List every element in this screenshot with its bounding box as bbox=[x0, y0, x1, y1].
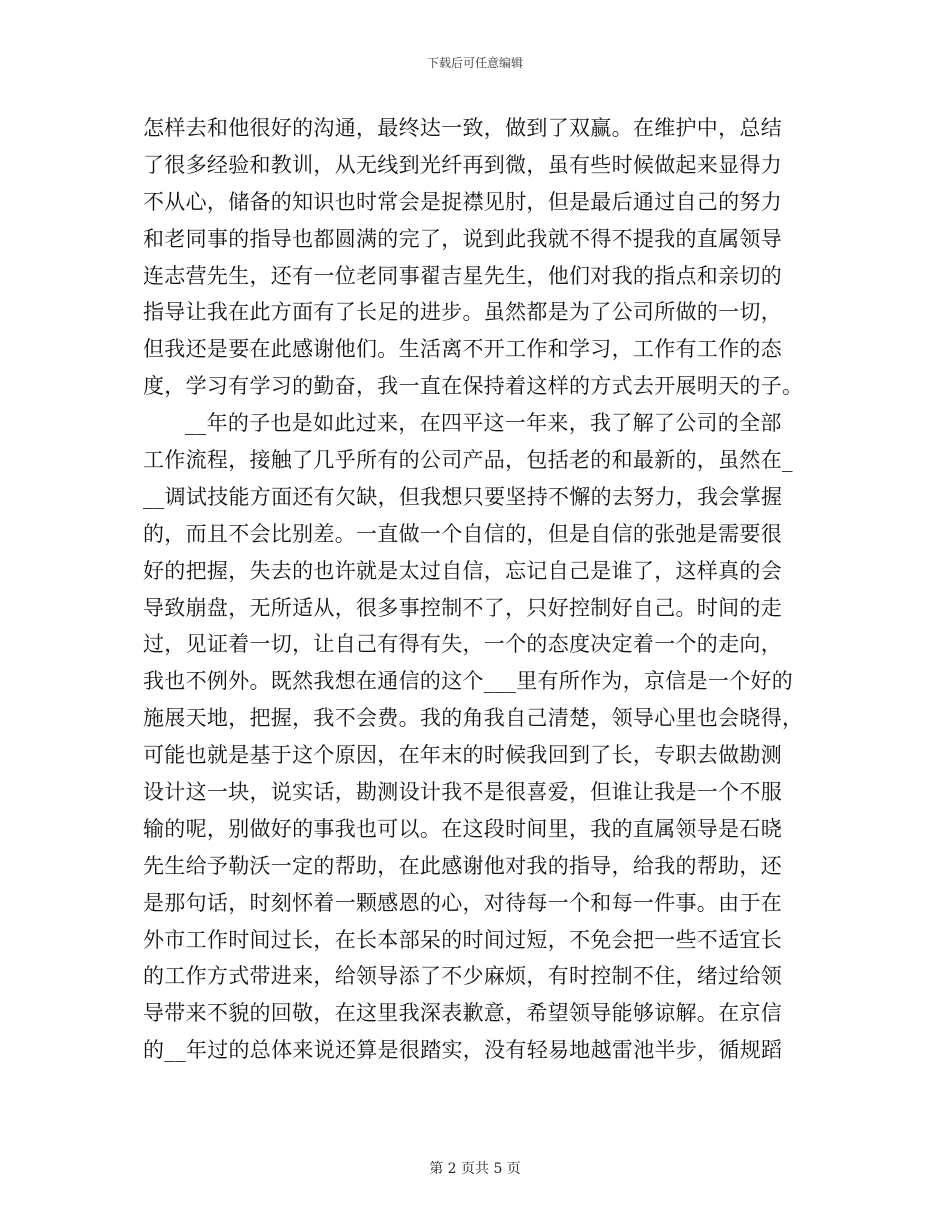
page-header: 下载后可任意编辑 bbox=[426, 56, 523, 70]
body-line-17: 施展天地，把握，我不会费。我的角我自己清楚，领导心里也会晓得， bbox=[143, 706, 804, 731]
body-line-14: 导致崩盘，无所适从，很多事控制不了，只好控制好自己。时间的走 bbox=[143, 595, 782, 620]
body-line-10: 工作流程，接触了几乎所有的公司产品，包括老的和最新的，虽然在_ bbox=[143, 448, 793, 473]
body-line-8: 度，学习有学习的勤奋，我一直在保持着这样的方式去开展明天的子。 bbox=[143, 374, 804, 399]
body-line-26: 的__年过的总体来说还算是很踏实，没有轻易地越雷池半步，循规蹈 bbox=[143, 1038, 783, 1063]
body-line-18: 可能也就是基于这个原因，在年末的时候我回到了长，专职去做勘测 bbox=[143, 743, 782, 768]
body-line-21: 先生给予勒沃一定的帮助，在此感谢他对我的指导，给我的帮助，还 bbox=[143, 853, 782, 878]
body-line-20: 输的呢，别做好的事我也可以。在这段时间里，我的直属领导是石晓 bbox=[143, 816, 782, 841]
body-line-12: 的，而且不会比别差。一直做一个自信的，但是自信的张弛是需要很 bbox=[143, 521, 782, 546]
body-line-1: 怎样去和他很好的沟通，最终达一致，做到了双赢。在维护中，总结 bbox=[143, 116, 782, 140]
body-line-15: 过，见证着一切，让自己有得有失，一个的态度决定着一个的走向， bbox=[143, 632, 782, 657]
body-line-11: __调试技能方面还有欠缺，但我想只要坚持不懈的去努力，我会掌握 bbox=[143, 484, 783, 509]
body-line-23: 外市工作时间过长，在长本部呆的时间过短，不免会把一些不适宜长 bbox=[143, 927, 782, 952]
body-line-5: 连志营先生，还有一位老同事翟吉星先生，他们对我的指点和亲切的 bbox=[143, 263, 782, 288]
body-line-3: 不从心，储备的知识也时常会是捉襟见肘，但是最后通过自己的努力 bbox=[143, 189, 782, 214]
body-line-2: 了很多经验和教训，从无线到光纤再到微，虽有些时候做起来显得力 bbox=[143, 152, 782, 177]
body-line-6: 指导让我在此方面有了长足的进步。虽然都是为了公司所做的一切， bbox=[143, 300, 782, 325]
body-line-22: 是那句话，时刻怀着一颗感恩的心，对待每一个和每一件事。由于在 bbox=[143, 890, 782, 915]
body-line-4: 和老同事的指导也都圆满的完了，说到此我就不得不提我的直属领导 bbox=[143, 226, 782, 251]
document-body bbox=[143, 110, 808, 1069]
body-line-24: 的工作方式带进来，给领导添了不少麻烦，有时控制不住，绪过给领 bbox=[143, 964, 782, 989]
page-number: 第 2 页共 5 页 bbox=[429, 1161, 521, 1177]
body-line-13: 好的把握，失去的也许就是太过自信，忘记自己是谁了，这样真的会 bbox=[143, 558, 782, 583]
body-line-16: 我也不例外。既然我想在通信的这个___里有所作为，京信是一个好的 bbox=[143, 669, 794, 694]
body-line-25: 导带来不貌的回敬，在这里我深表歉意，希望领导能够谅解。在京信 bbox=[143, 1001, 782, 1026]
body-line-7: 但我还是要在此感谢他们。生活离不开工作和学习，工作有工作的态 bbox=[143, 337, 782, 362]
paragraph-start-line: __年的子也是如此过来，在四平这一年来，我了解了公司的全部 bbox=[185, 411, 782, 436]
body-line-19: 设计这一块，说实话，勘测设计我不是很喜爱，但谁让我是一个不服 bbox=[143, 780, 782, 805]
